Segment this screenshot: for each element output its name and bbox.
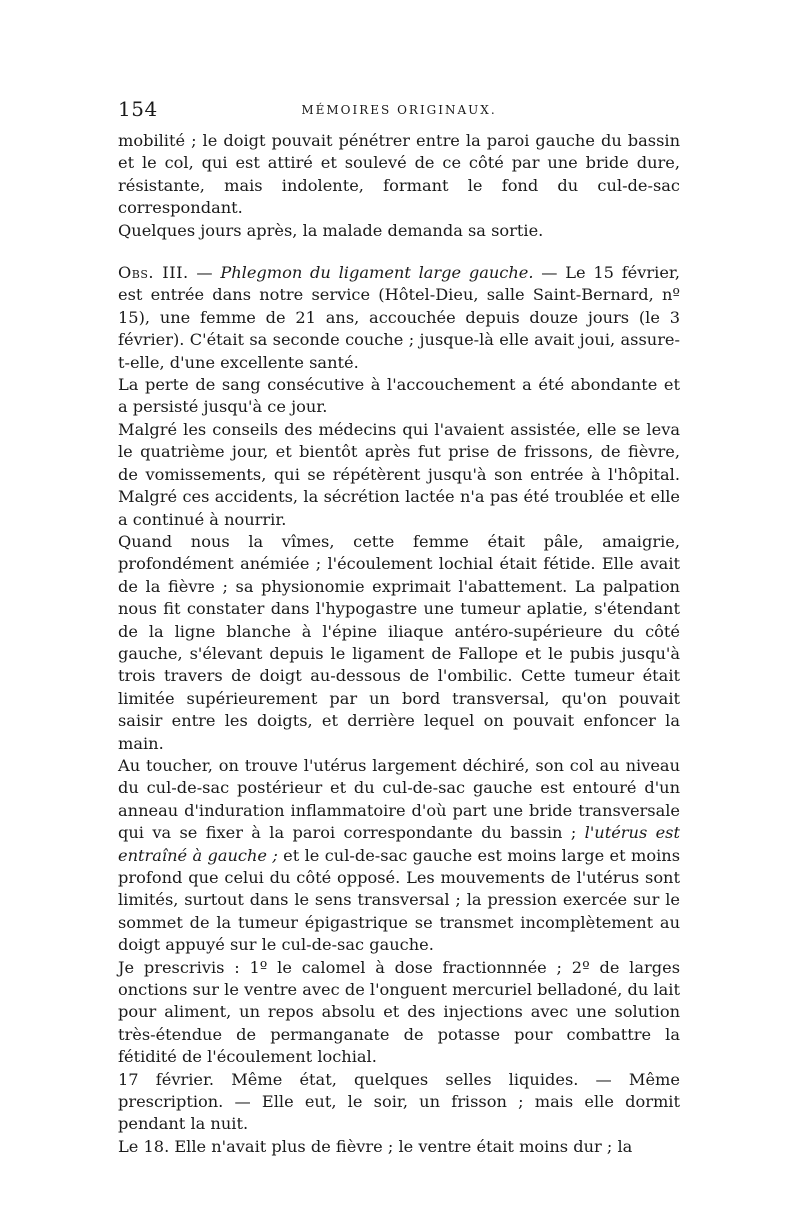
paragraph-palpation	[118, 755, 680, 957]
body-text	[118, 130, 680, 1158]
paragraph-prescription: Je prescrivis : 1º le calomel à dose fractionnnée ; 2º de larges onctions sur le ventre avec de l'onguent mercuriel belladoné, du lait pour aliment, un repos absolu et des injections avec une solution très-étendue de permanganate de potasse pour combattre la fétidité de l'écoulement lochial.	[118, 957, 680, 1067]
running-head	[118, 98, 680, 128]
section-gap	[118, 242, 680, 262]
page-number: 154	[118, 97, 158, 121]
palpation-text-a: Au toucher, on trouve l'utérus largement déchiré, son col au niveau du cul-de-sac postérieur et du cul-de-sac gauche est entouré d'un anneau d'induration inflammatoire d'où part une bride transversale qui va se fixer à la paroi correspondante du bassin ;	[118, 755, 680, 843]
paragraph-feb-18: Le 18. Elle n'avait plus de fièvre ; le ventre était moins dur ; la	[118, 1136, 633, 1156]
palpation-emphasis: l'utérus est entraîné à gauche ;	[118, 823, 680, 865]
observation-label: Obs. III.	[118, 263, 189, 283]
running-title: MÉMOIRES ORIGINAUX.	[301, 103, 497, 117]
paragraph-symptoms: Malgré les conseils des médecins qui l'avaient assistée, elle se leva le quatrième jour, et bientôt après fut prise de frissons, de fièvre, de vomissements, qui se répétèrent jusqu'à son entrée à l'hôpital. Malgré ces accidents, la sécrétion lactée n'a pas été troublée et elle a continué à nourrir.	[118, 419, 680, 529]
palpation-text-b: et le cul-de-sac gauche est moins large et moins profond que celui du côté opposé. Les mouvements de l'utérus sont limités, surtout dans le sens transversal ; la pression exercée sur le sommet de la tumeur épigastrique se transmet incomplètement au doigt appuyé sur le cul-de-sac gauche.	[118, 845, 680, 955]
paragraph-feb-17: 17 février. Même état, quelques selles liquides. — Même prescription. — Elle eut, le soir, un frisson ; mais elle dormit pendant la nuit.	[118, 1069, 680, 1134]
observation-title: Phlegmon du ligament large gauche.	[220, 263, 534, 283]
paragraph-discharge: Quelques jours après, la malade demanda sa sortie.	[118, 220, 544, 240]
paragraph-continuation: mobilité ; le doigt pouvait pénétrer entre la paroi gauche du bassin et le col, qui est attiré et soulevé de ce côté par une bride dure, résistante, mais indolente, formant le fond du cul-de-sac correspondant.	[118, 131, 680, 218]
paragraph-blood-loss: La perte de sang consécutive à l'accouchement a été abondante et a persisté jusqu'à ce jour.	[118, 375, 680, 417]
observation-dash: —	[188, 263, 221, 283]
observation-heading-paragraph	[118, 262, 680, 374]
observation-intro: — Le 15 février, est entrée dans notre service (Hôtel-Dieu, salle Saint-Bernard, nº 15), une femme de 21 ans, accouchée depuis douze jours (le 3 février). C'était sa seconde couche ; jusque-là elle avait joui, assure-t-elle, d'une excellente santé.	[118, 263, 681, 372]
paragraph-examination: Quand nous la vîmes, cette femme était pâle, amaigrie, profondément anémiée ; l'écoulement lochial était fétide. Elle avait de la fièvre ; sa physionomie exprimait l'abattement. La palpation nous fit constater dans l'hypogastre une tumeur aplatie, s'étendant de la ligne blanche à l'épine iliaque antéro-supérieure du côté gauche, s'élevant depuis le ligament de Fallope et le pubis jusqu'à trois travers de doigt au-dessous de l'ombilic. Cette tumeur était limitée supérieurement par un bord transversal, qu'on pouvait saisir entre les doigts, et derrière lequel on pouvait enfoncer la main.	[118, 531, 680, 753]
